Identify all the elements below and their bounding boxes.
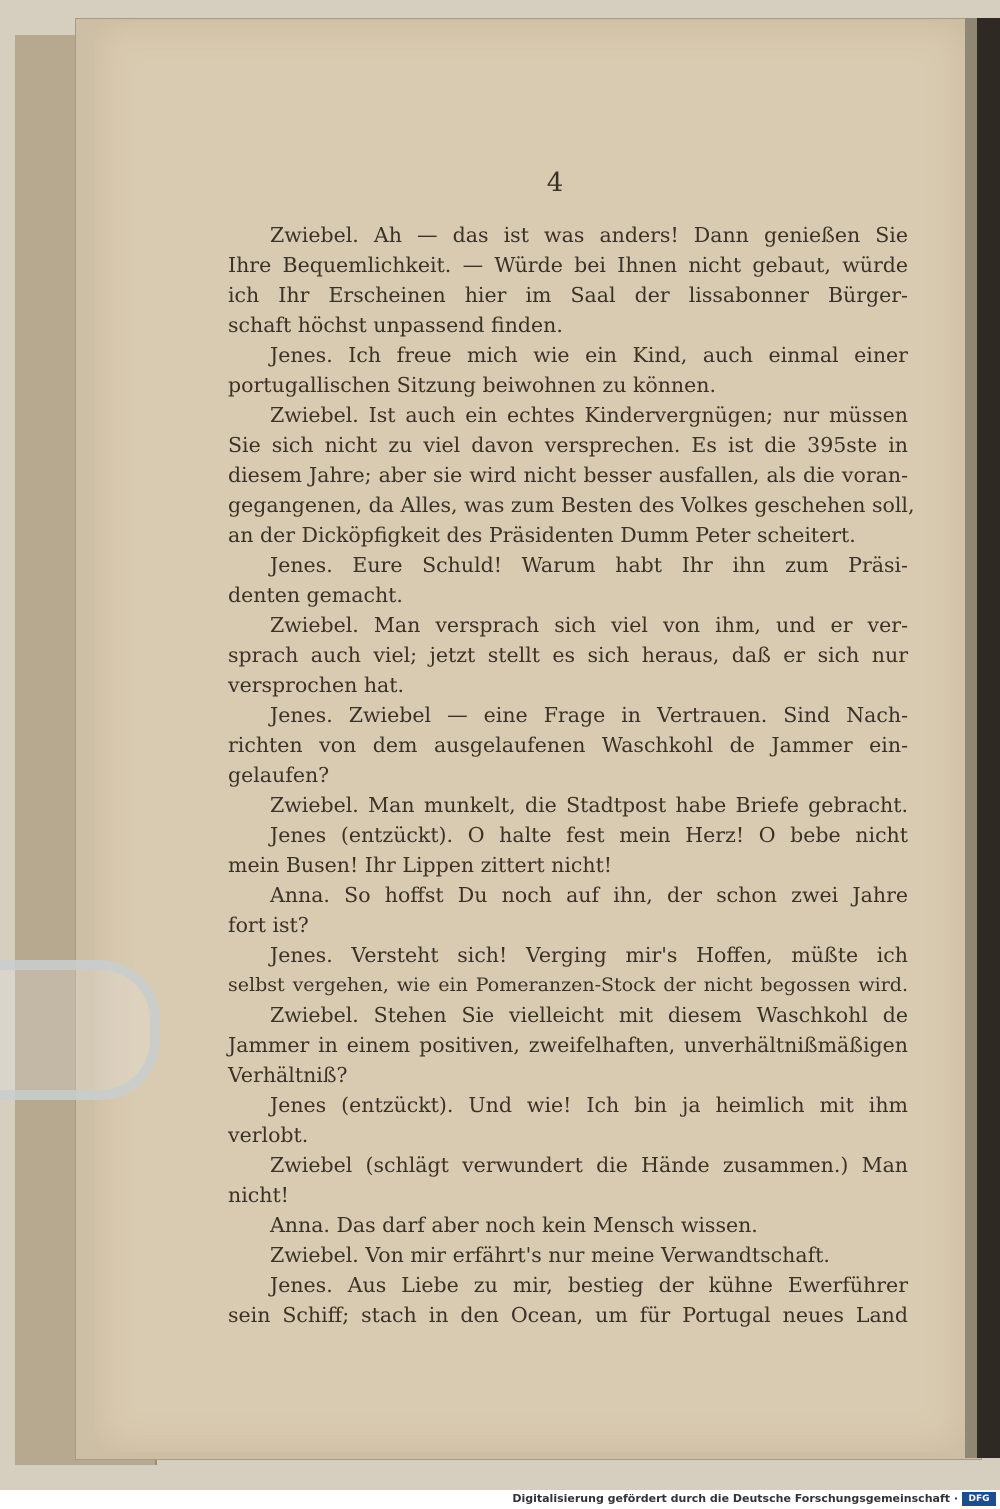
text-line: Zwiebel. Man versprach sich viel von ihm, und er ver-	[270, 613, 908, 637]
text-line: nicht!	[228, 1183, 289, 1207]
text-line: diesem Jahre; aber sie wird nicht besser ausfallen, als die voran-	[228, 463, 908, 487]
text-line: Jenes (entzückt). O halte fest mein Herz! O bebe nicht	[270, 823, 908, 847]
text-line: selbst vergehen, wie ein Pomeranzen-Stock der nicht begossen wird.	[228, 974, 908, 996]
text-line: Zwiebel (schlägt verwundert die Hände zusammen.) Man	[270, 1153, 908, 1177]
text-line: portugallischen Sitzung beiwohnen zu können.	[228, 373, 716, 397]
text-line: Jenes. Ich freue mich wie ein Kind, auch einmal einer	[270, 343, 908, 367]
text-line: Jammer in einem positiven, zweifelhaften, unverhältnißmäßigen	[228, 1033, 908, 1057]
text-line: ich Ihr Erscheinen hier im Saal der lissabonner Bürger-	[228, 283, 908, 307]
text-line: denten gemacht.	[228, 583, 403, 607]
text-line: gegangenen, da Alles, was zum Besten des Volkes geschehen soll,	[228, 493, 915, 517]
text-line: Jenes (entzückt). Und wie! Ich bin ja heimlich mit ihm	[270, 1093, 908, 1117]
text-line: Ihre Bequemlichkeit. — Würde bei Ihnen nicht gebaut, würde	[228, 253, 908, 277]
text-line: Sie sich nicht zu viel davon versprechen. Es ist die 395ste in	[228, 433, 908, 457]
text-line: schaft höchst unpassend finden.	[228, 313, 563, 337]
text-line: sein Schiff; stach in den Ocean, um für Portugal neues Land	[228, 1303, 908, 1327]
text-line: Anna. So hoffst Du noch auf ihn, der schon zwei Jahre	[270, 883, 908, 907]
page-text	[228, 220, 915, 1330]
text-line: mein Busen! Ihr Lippen zittert nicht!	[228, 853, 613, 877]
text-line: Jenes. Aus Liebe zu mir, bestieg der kühne Ewerführer	[270, 1273, 908, 1297]
text-line: sprach auch viel; jetzt stellt es sich heraus, daß er sich nur	[228, 643, 908, 667]
text-line: richten von dem ausgelaufenen Waschkohl de Jammer ein-	[228, 733, 908, 757]
book-right-edge	[965, 18, 1000, 1458]
text-line: Jenes. Zwiebel — eine Frage in Vertrauen. Sind Nach-	[270, 703, 908, 727]
text-line: Zwiebel. Ist auch ein echtes Kindervergnügen; nur müssen	[270, 403, 908, 427]
text-line: Zwiebel. Von mir erfährt's nur meine Verwandtschaft.	[270, 1243, 830, 1267]
text-line: Zwiebel. Ah — das ist was anders! Dann genießen Sie	[270, 223, 908, 247]
funding-credit: Digitalisierung gefördert durch die Deutsche Forschungsgemeinschaft ·	[512, 1492, 958, 1505]
page-clip	[0, 960, 160, 1100]
text-line: Zwiebel. Stehen Sie vielleicht mit diesem Waschkohl de	[270, 1003, 908, 1027]
text-line: Anna. Das darf aber noch kein Mensch wissen.	[270, 1213, 758, 1237]
text-line: versprochen hat.	[228, 673, 405, 697]
text-line: Jenes. Versteht sich! Verging mir's Hoffen, müßte ich	[270, 943, 908, 967]
footer-bar	[0, 1490, 1000, 1509]
text-line: fort ist?	[228, 913, 309, 937]
text-line: Zwiebel. Man munkelt, die Stadtpost habe Briefe gebracht.	[270, 793, 908, 817]
text-line: verlobt.	[228, 1123, 309, 1147]
text-line: Jenes. Eure Schuld! Warum habt Ihr ihn zum Präsi-	[270, 553, 908, 577]
text-line: Verhältniß?	[228, 1063, 348, 1087]
dfg-logo: DFG	[962, 1492, 996, 1506]
page-number: 4	[546, 168, 564, 198]
text-line: an der Dicköpfigkeit des Präsidenten Dumm Peter scheitert.	[228, 523, 856, 547]
text-line: gelaufen?	[228, 763, 330, 787]
